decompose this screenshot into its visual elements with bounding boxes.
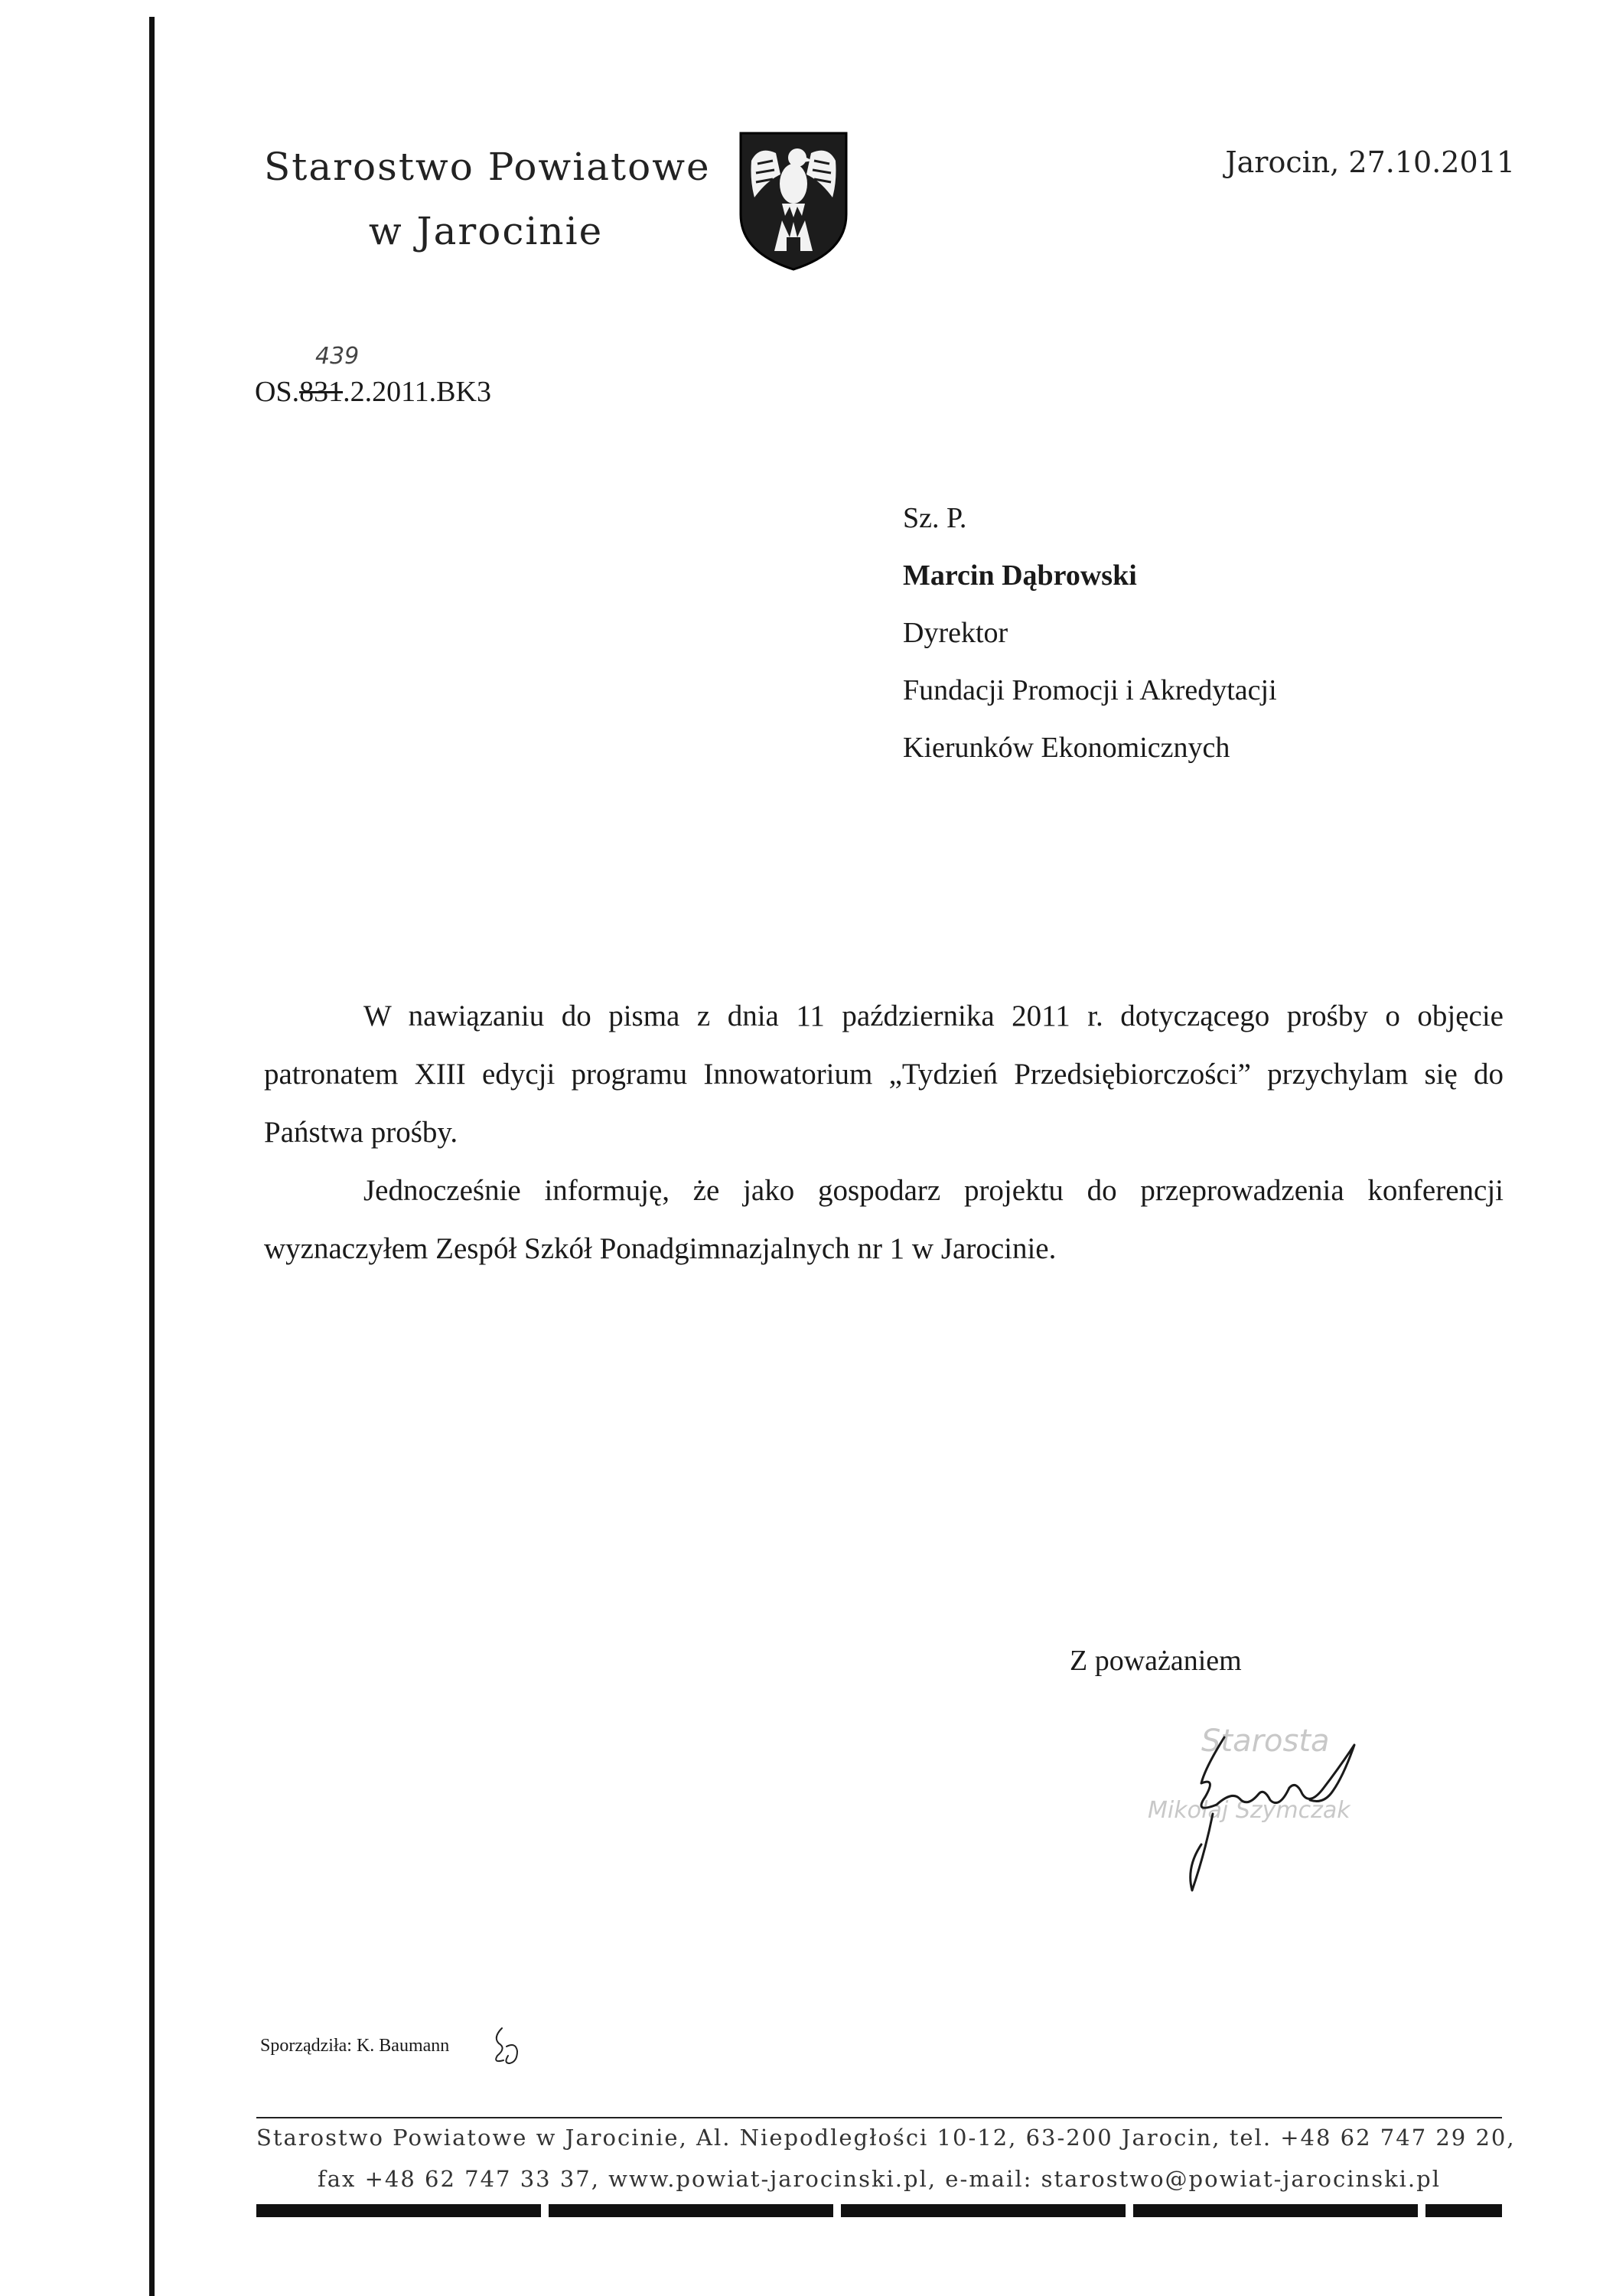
reference-number [255, 375, 491, 409]
reference-struck-number: 831 [299, 376, 344, 408]
letterhead-footer [256, 2117, 1516, 2200]
addressee-block [903, 490, 1277, 777]
body-paragraph-1: W nawiązaniu do pisma z dnia 11 października 2011 r. dotyczącego prośby o objęcie patronatem XIII edycji programu Innowatorium „Tydzień Przedsiębiorczości” przychylam się do Państwa prośby. [264, 1000, 1504, 1149]
office-name-line1: Starostwo Powiatowe [264, 145, 711, 189]
footer-decorative-bar [256, 2204, 1502, 2217]
footer-address-line: Starostwo Powiatowe w Jarocinie, Al. Niepodległości 10-12, 63-200 Jarocin, tel. +48 62 747 29 20, [256, 2125, 1516, 2151]
handwritten-signature-icon [1132, 1714, 1385, 1913]
addressee-name: Marcin Dąbrowski [903, 559, 1137, 592]
addressee-organization-line1: Fundacji Promocji i Akredytacji [903, 674, 1277, 706]
handwritten-initials-icon [490, 2025, 523, 2069]
closing-phrase: Z poważaniem [1070, 1645, 1242, 1677]
office-name-line2: w Jarocinie [368, 209, 604, 253]
reference-suffix: .2.2011.BK3 [343, 376, 491, 408]
eagle-crest-icon [736, 130, 851, 272]
letter-date: Jarocin, 27.10.2011 [1225, 145, 1515, 179]
reference-prefix: OS. [255, 376, 300, 408]
letterhead-office-name [264, 135, 711, 263]
stamp-title: Starosta [1201, 1724, 1330, 1759]
scan-edge-line [149, 17, 155, 2296]
body-paragraph-2: Jednocześnie informuję, że jako gospodarz projektu do przeprowadzenia konferencji wyznaczyłem Zespół Szkół Ponadgimnazjalnych nr 1 w Jarocinie. [264, 1174, 1504, 1265]
letter-body [264, 987, 1504, 1278]
addressee-salutation: Sz. P. [903, 502, 967, 534]
stamp-name: Mikołaj Szymczak [1148, 1797, 1350, 1824]
addressee-title: Dyrektor [903, 617, 1008, 649]
handwritten-reference-correction: 439 [315, 343, 360, 370]
prepared-by-note: Sporządziła: K. Baumann [260, 2036, 450, 2056]
addressee-organization-line2: Kierunków Ekonomicznych [903, 732, 1230, 764]
signature-stamp [1132, 1714, 1385, 1913]
footer-contact-line: fax +48 62 747 33 37, www.powiat-jarocinski.pl, e-mail: starostwo@powiat-jarocinski.pl [318, 2166, 1441, 2192]
